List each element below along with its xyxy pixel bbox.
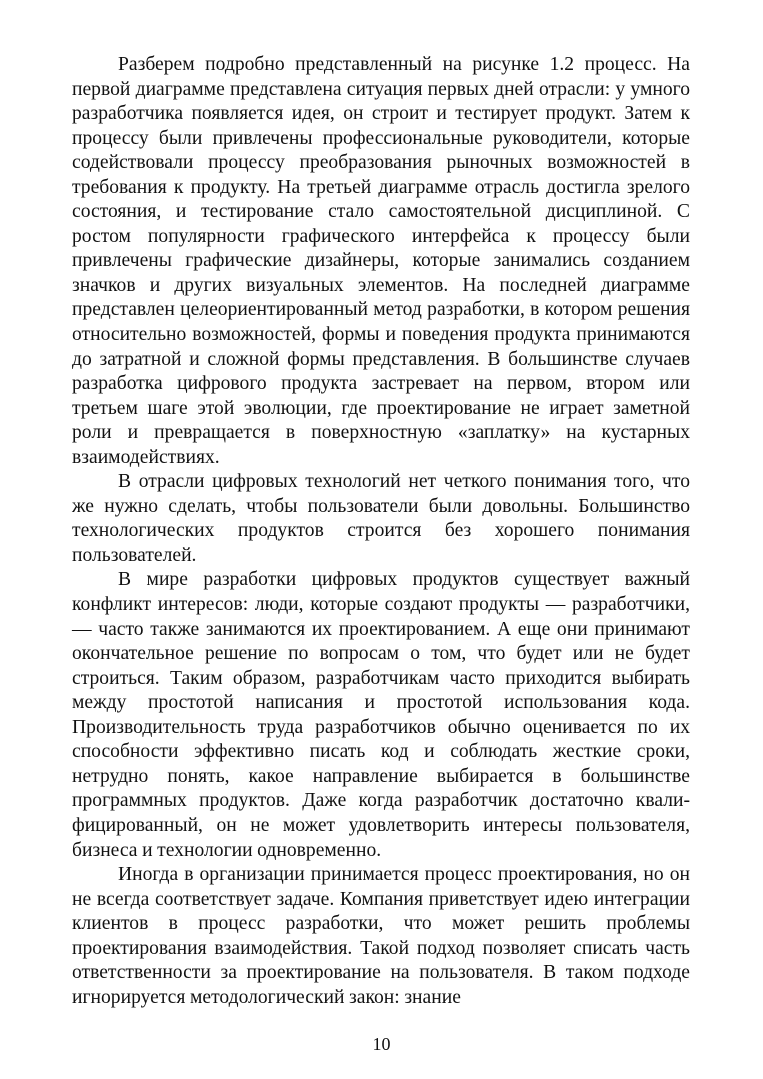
page-body <box>72 53 690 1010</box>
paragraph-1: Разберем подробно представленный на рисунке 1.2 процесс. На первой диаграмме представлена ситуация первых дней отрасли: у умного разработчика появляется идея, он строит и тестирует продукт. Затем к процессу были привлечены профессиональные руководители, которые содействовали процессу преобразования рыночных возможностей в требования к продукту. На третьей диаграмме отрасль достигла зрелого состояния, и тестирование стало самостоятельной дисциплиной. С ростом популярности графического интерфейса к процессу были привлечены графические дизайнеры, которые занимались созданием значков и других визуальных элементов. На последней диаграмме представлен целеориентированный метод разработки, в котором решения относительно возможностей, формы и поведения продукта принимаются до затратной и сложной формы представления. В большинстве случаев разработка цифрового продукта застревает на первом, втором или третьем шаге этой эволюции, где проектирование не играет заметной роли и превращается в поверхностную «заплатку» на кустарных взаимодействиях. <box>72 54 690 468</box>
page-number: 10 <box>372 1034 391 1054</box>
paragraph-3: В мире разработки цифровых продуктов существует важный конфликт интересов: люди, которые создают продукты — разработчики, — часто также занимаются их проектированием. А еще они принимают окончательное решение по вопросам о том, что будет или не будет строиться. Таким образом, разработчикам часто приходится выбирать между простотой написания и простотой использования кода. Производительность труда разработчиков обычно оценивается по их способности эффективно писать код и соблюдать жесткие сроки, нетрудно понять, какое направление выбирается в большинстве программных продуктов. Даже когда разработчик достаточно квалифицированный, он не может удовлетворить интересы пользователя, бизнеса и технологии одновременно. <box>72 569 690 861</box>
paragraph-4: Иногда в организации принимается процесс проектирования, но он не всегда соответствует задаче. Компания приветствует идею интеграции клиентов в процесс разработки, что может решить проблемы проектирования взаимодействия. Такой подход позволяет списать часть ответственности за проектирование на пользователя. В таком подходе игнорируется методологический закон: знание <box>72 864 690 1008</box>
paragraph-2: В отрасли цифровых технологий нет четкого понимания того, что же нужно сделать, чтобы пользователи были довольны. Большинство технологических продуктов строится без хорошего понимания пользователей. <box>72 471 690 566</box>
